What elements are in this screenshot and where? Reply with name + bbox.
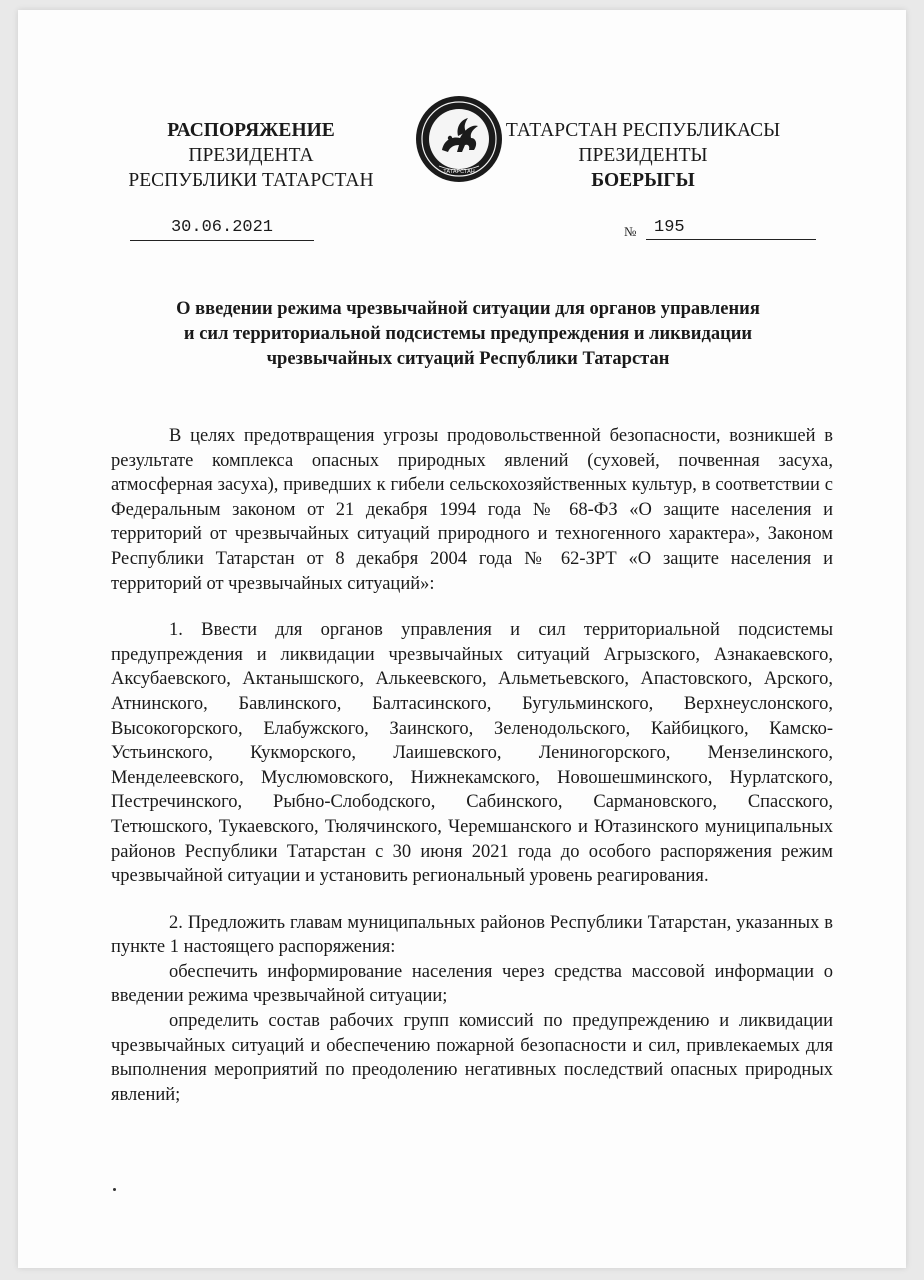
header-right — [498, 118, 788, 193]
header-left-line2: ПРЕЗИДЕНТА — [188, 145, 314, 166]
header-left — [106, 118, 396, 193]
scan-mark — [113, 1188, 116, 1191]
clause-2-item-inform: обеспечить информирование населения через средства массовой информации о введении режима чрезвычайной ситуации; — [111, 961, 833, 1007]
document-body — [111, 424, 833, 1107]
header-left-line1: РАСПОРЯЖЕНИЕ — [167, 120, 335, 141]
header-right-line2: ПРЕЗИДЕНТЫ — [578, 145, 708, 166]
clause-1-paragraph: 1. Ввести для органов управления и сил территориальной подсистемы предупреждения и ликвидации чрезвычайных ситуаций Агрызского, Азнакаевского, Аксубаевского, Актанышского, Алькеевского, Альметьевского, Апастовского, Арского, Атнинского, Бавлинского, Балтасинского, Бугульминского, Верхнеуслонского, Высокогорского, Елабужского, Заинского, Зеленодольского, Кайбицкого, Камско-Устьинского, Кукморского, Лаишевского, Лениногорского, Мензелинского, Менделеевского, Муслюмовского, Нижнекамского, Новошешминского, Нурлатского, Пестречинского, Рыбно-Слободского, Сабинского, Сармановского, Спасского, Тетюшского, Тукаевского, Тюлячинского, Черемшанского и Ютазинского муниципальных районов Республики Татарстан с 30 июня 2021 года до особого распоряжения режим чрезвычайной ситуации и установить региональный уровень реагирования. — [111, 620, 833, 887]
tatarstan-emblem-icon — [414, 94, 504, 184]
header-left-line3: РЕСПУБЛИКИ ТАТАРСТАН — [128, 170, 374, 191]
header-right-line3: БОЕРЫГЫ — [591, 170, 695, 191]
preamble-paragraph: В целях предотвращения угрозы продовольственной безопасности, возникшей в результате комплекса опасных природных явлений (суховей, почвенная засуха, атмосферная засуха), приведших к гибели сельскохозяйственных культур, в соответствии с Федеральным законом от 21 декабря 1994 года № 68-ФЗ «О защите населения и территорий от чрезвычайных ситуаций природного и техногенного характера», Законом Республики Татарстан от 8 декабря 2004 года № 62-ЗРТ «О защите населения и территорий от чрезвычайных ситуаций»: — [111, 426, 833, 594]
document-number: 195 — [646, 216, 816, 240]
title-line2: и сил территориальной подсистемы предупреждения и ликвидации — [183, 324, 753, 344]
number-label: № — [624, 224, 637, 239]
document-date: 30.06.2021 — [130, 216, 314, 241]
clause-2-item-groups: определить состав рабочих групп комиссий по предупреждению и ликвидации чрезвычайных ситуаций и обеспечению пожарной безопасности и сил, привлекаемых для выполнения мероприятий по преодолению негативных последствий опасных природных явлений; — [111, 1011, 833, 1105]
document-page — [18, 10, 906, 1268]
title-line3: чрезвычайных ситуаций Республики Татарстан — [266, 349, 670, 369]
title-line1: О введении режима чрезвычайной ситуации для органов управления — [176, 299, 760, 319]
emblem-text: ТАТАРСТАН — [443, 169, 475, 175]
header-right-line1: ТАТАРСТАН РЕСПУБЛИКАСЫ — [505, 120, 781, 141]
document-title — [98, 297, 838, 372]
clause-2-paragraph: 2. Предложить главам муниципальных районов Республики Татарстан, указанных в пункте 1 настоящего распоряжения: — [111, 912, 833, 958]
